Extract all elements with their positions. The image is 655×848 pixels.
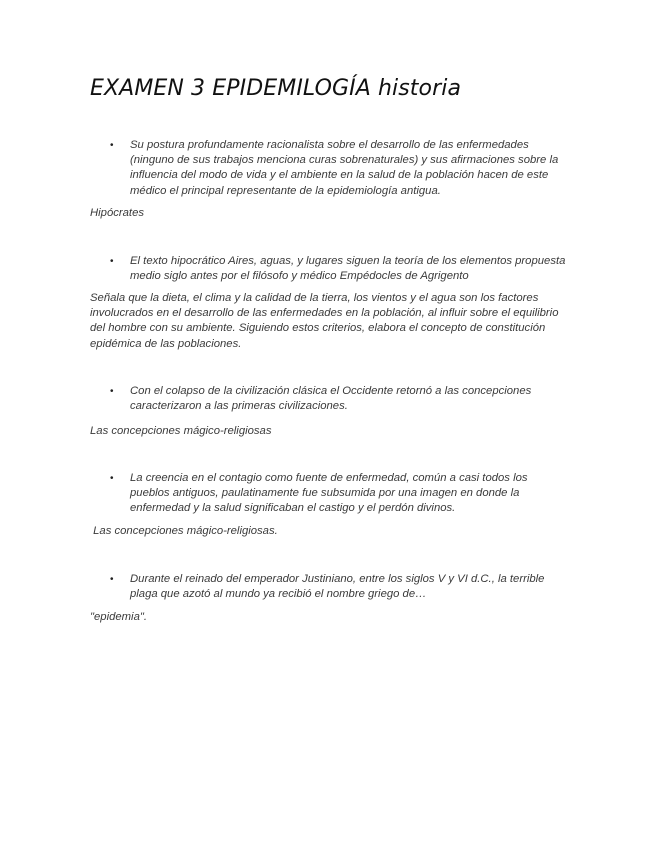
bullet-icon: • [110,473,114,484]
question-text: Durante el reinado del emperador Justiniano, entre los siglos V y VI d.C., la terrible plaga que azotó al mundo ya recibió el nombre griego de… [130,573,545,601]
bullet-icon: • [110,140,114,151]
answer-text: Señala que la dieta, el clima y la calidad de la tierra, los vientos y el agua son los factores involucrados en el desarrollo de las enfermedades en la población, al influir sobre el equilibrio del hombre con su ambiente. Siguiendo estos criterios, elabora el concepto de constitución epidémica de las poblaciones. [90,292,559,350]
answer-text: "epidemia". [90,611,148,623]
answer-text: Hipócrates [90,207,144,219]
question-text: La creencia en el contagio como fuente de enfermedad, común a casi todos los pueblos antiguos, paulatinamente fue subsumida por una imagen en donde la enfermedad y la salud significaban el castigo y el perdón divinos. [130,472,528,515]
answer-text: Las concepciones mágico-religiosas. [90,525,278,537]
document-title: EXAMEN 3 EPIDEMILOGÍA historia [90,76,462,101]
bullet-icon: • [110,256,114,267]
answer-text: Las concepciones mágico-religiosas [90,425,272,437]
question-text: Su postura profundamente racionalista sobre el desarrollo de las enfermedades (ninguno de sus trabajos menciona curas sobrenaturales) y sus afirmaciones sobre la influencia del modo de vida y el ambiente en la salud de la población hacen de este médico el principal representante de la epidemiología antigua. [130,139,559,197]
question-text: Con el colapso de la civilización clásica el Occidente retornó a las concepciones caracterizaron a las primeras civilizaciones. [130,385,532,413]
bullet-icon: • [110,386,114,397]
question-text: El texto hipocrático Aires, aguas, y lugares siguen la teoría de los elementos propuesta medio siglo antes por el filósofo y médico Empédocles de Agrigento [130,255,566,283]
bullet-icon: • [110,574,114,585]
